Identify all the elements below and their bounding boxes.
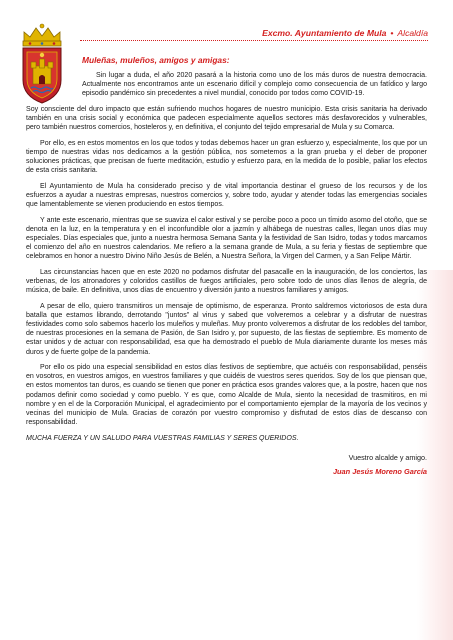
letter-greeting: Muleñas, muleños, amigos y amigas: (82, 55, 230, 65)
signature-name: Juan Jesús Moreno García (332, 466, 427, 476)
letter-body (26, 56, 427, 476)
header-divider (80, 40, 428, 41)
header-separator: • (390, 28, 394, 38)
institution-name: Excmo. Ayuntamiento de Mula (262, 28, 387, 38)
section-name: Alcaldía (397, 28, 428, 38)
paragraph-public-effort: Por ello, es en estos momentos en los que todos y todas debemos hacer un gran esfuerzo y, especialmente, los que por un tiempo de nuestras vidas nos dedicamos a la gestión pública, nos sometemos a la gran prueba y el deber de proponer soluciones prácticas, que precisan de fuerte meditación, estudio y esfuerzo para, en la medida de lo posible, paliar los efectos de esta crisis sanitaria. (26, 139, 427, 175)
closing-line: MUCHA FUERZA Y UN SALUDO PARA VUESTRAS FAMILIAS Y SERES QUERIDOS. (26, 434, 299, 442)
paragraph-optimism: A pesar de ello, quiero transmitiros un mensaje de optimismo, de esperanza. Pronto saldremos victoriosos de esta dura batalla que estamos librando, derrotando "juntos" al virus y sabed que volveremos a celebrar y a disfrutar de nuestras festividades como solo sabemos hacerlo los muleños y muleñas. Muy pronto volveremos a disfrutar de los redobles del tambor, de nuestras procesiones en la semana de Pasión, de San Isidro y, por supuesto, de las fiestas de septiembre. Es momento de estar unidos y de actuar con responsabilidad, esa que ha demostrado el pueblo de Mula diariamente durante los meses más duros y de fuerte golpe de la pandemia. (26, 302, 427, 356)
paragraph-council-resources: El Ayuntamiento de Mula ha considerado preciso y de vital importancia destinar el grueso de los recursos y de los esfuerzos a ayudar a nuestras empresas, nuestros comercios y, sobre todo, ayudar y atender todas las emergencias sociales que lamentablemente se vienen produciendo en estos tiempos. (26, 182, 427, 209)
paragraph-responsibility: Por ello os pido una especial sensibilidad en estos días festivos de septiembre, que actuéis con responsabilidad, penséis en vosotros, en vuestros amigos, en vuestros familiares y que cuidéis de vuestros seres queridos. Soy de los que piensan que, en estos momentos tan duros, es cuando se tienen que poner en práctica esos grandes valores que, a la postre, hacen que nos podamos definir como sociedad y como pueblo. Y es que, como Alcalde de Mula, siento la necesidad de trasmitiros, en mi nombre y en el de la Corporación Municipal, el agradecimiento por el comportamiento ejemplar de la mayoría de los vecinos y vecinas del municipio de Mula. Gracias de corazón por vuestro compromiso y disfrutad de estos días de descanso con responsabilidad. (26, 364, 427, 427)
paragraph-intro: Sin lugar a duda, el año 2020 pasará a la historia como uno de los más duros de nuestra democracia. Actualmente nos encontramos ante un escenario difícil y complejo como consecuencia de un fatídico y largo episodio pandémico sin precedentes a nivel mundial, conocido por todos como COVID-19. (82, 72, 427, 98)
paragraph-festivities: Y ante este escenario, mientras que se suaviza el calor estival y se percibe poco a poco un tímido asomo del otoño, que se denota en la luz, en la temperatura y en el inconfundible olor a jazmín y alhábega de nuestras calles, llegan unos días muy especiales. Días especiales que, junto a nuestra hermosa Semana Santa y la festividad de San Isidro, todas y todos marcamos el comienzo del año en nuestros calendarios. Me refiero a la semana grande de Mula, a su feria y fiestas de septiembre que celebramos en honor a nuestro Divino Niño Jesús de Belén, a Nuestra Señora, la Virgen del Carmen, y a San Felipe Mártir. (26, 216, 427, 261)
paragraph-cancellations: Las circunstancias hacen que en este 2020 no podamos disfrutar del pasacalle en la inauguración, de los conciertos, las verbenas, de los atronadores y coloridos castillos de fuegos artificiales, pero sobre todo de unos días llenos de alegría, de música, de baile. En definitiva, unos días de encuentro y diversión junto a nuestros familiares y amigos. (26, 268, 427, 295)
page-header (80, 28, 428, 38)
paragraph-crisis-impact: Soy consciente del duro impacto que están sufriendo muchos hogares de nuestro municipio. Esta crisis sanitaria ha derivado también en una crisis social y económica que padecen especialmente aquellos sectores más desfavorecidos y vulnerables, pero también nuestros comercios, hosteleros y, en definitiva, el conjunto del tejido empresarial de Mula y su Comarca. (26, 106, 427, 132)
signoff: Vuestro alcalde y amigo. (348, 452, 427, 462)
